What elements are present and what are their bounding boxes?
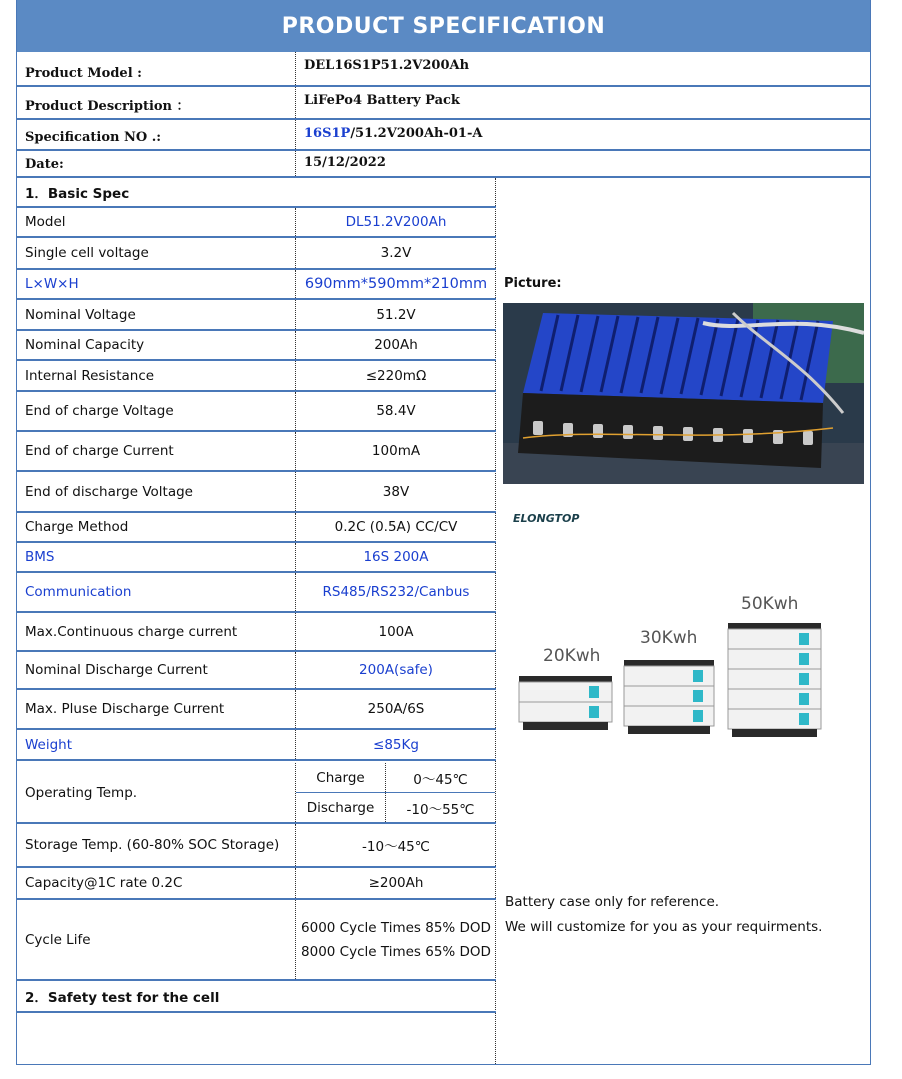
spec-label: Max.Continuous charge current [17,613,296,650]
spec-no-prefix: 16S1P [304,126,351,141]
spec-value: 200A(safe) [359,662,433,678]
spec-value: 100A [378,623,414,640]
spec-row [17,361,496,392]
section-header-safety [17,981,496,1013]
model-20kwh-label: 20Kwh [543,646,601,666]
spec-row-operating [17,763,496,824]
spec-label: Model [17,208,296,236]
spec-row [17,331,496,361]
spec-label: Cycle Life [17,900,296,979]
header-value: DEL16S1P51.2V200Ah [304,58,470,73]
spec-row [17,652,496,690]
spec-label: Communication [17,573,296,611]
spec-label: Single cell voltage [17,238,296,268]
header-value: LiFePo4 Battery Pack [304,93,460,108]
spec-label: End of charge Current [17,432,296,470]
spec-label: Max. Pluse Discharge Current [17,690,296,728]
spec-row-capacity [17,868,496,900]
header-value: 15/12/2022 [304,155,386,170]
spec-value: 200Ah [374,337,418,353]
spec-row [17,300,496,331]
spec-label: Nominal Discharge Current [17,652,296,688]
spec-label: L×W×H [17,270,296,298]
spec-value: 690mm*590mm*210mm [304,276,488,292]
header-label: Specification NO .: [17,120,296,149]
spec-row [17,613,496,652]
battery-stacks-icon [503,508,864,838]
operating-charge-row [296,763,495,793]
spec-label: End of discharge Voltage [17,472,296,511]
charge-label: Charge [296,763,386,792]
spec-label: Internal Resistance [17,361,296,390]
header-row-spec-no [17,120,870,151]
header-row-description [17,87,870,120]
section-title: 1．Basic Spec [25,186,130,202]
operating-discharge-row [296,793,495,822]
spec-label: Storage Temp. (60-80% SOC Storage) [17,824,296,866]
spec-value: DL51.2V200Ah [345,214,447,230]
spec-row [17,543,496,573]
note-reference: Battery case only for reference. [505,894,720,910]
spec-label: Nominal Capacity [17,331,296,359]
spec-no-rest: /51.2V200Ah-01-A [350,126,483,141]
spec-row [17,208,496,238]
note-customize: We will customize for you as your requirments. [505,919,823,935]
header-label: Date: [17,151,296,176]
header-label: Product Model : [17,52,296,85]
header-row-date [17,151,870,178]
spec-row [17,690,496,730]
header-label: Product Description ： [17,87,296,118]
spec-row [17,472,496,513]
spec-label: Operating Temp. [17,763,296,822]
section-title: 2．Safety test for the cell [25,990,220,1006]
spec-value: 38V [382,483,410,500]
spec-label: Capacity@1C rate 0.2C [17,868,296,898]
spec-row [17,730,496,761]
spec-label: End of charge Voltage [17,392,296,430]
spec-value: RS485/RS232/Canbus [322,584,470,600]
spec-value: ≥200Ah [368,875,424,891]
spec-value [296,900,496,979]
spec-row [17,573,496,613]
section-header-basic [17,178,496,208]
spec-label: Nominal Voltage [17,300,296,329]
page-title: PRODUCT SPECIFICATION [17,0,870,52]
battery-cells-photo [503,303,864,484]
spec-label: BMS [17,543,296,571]
spec-value: 250A/6S [367,701,425,717]
spec-value: 100mA [371,443,421,459]
header-row-model [17,52,870,87]
brand-logo: ELONGTOP [513,512,580,525]
spec-value: 0.2C (0.5A) CC/CV [334,519,458,535]
spec-row-storage [17,824,496,868]
operating-subtable [296,763,495,822]
spec-value: 3.2V [380,245,412,261]
product-render [503,508,864,838]
spec-value: 51.2V [376,306,416,323]
spec-row-cycle-life [17,900,496,981]
header-value [296,120,870,149]
discharge-value: -10～55℃ [406,801,475,818]
spec-row [17,513,496,543]
spec-row [17,432,496,472]
spec-row [17,238,496,270]
spec-value: ≤220mΩ [365,367,427,384]
spec-sheet [16,0,871,1065]
spec-label: Weight [17,730,296,759]
spec-value: ≤85Kg [373,736,419,753]
spec-value: 16S 200A [363,549,429,565]
spec-label: Charge Method [17,513,296,541]
picture-label: Picture: [504,276,562,291]
discharge-label: Discharge [296,793,386,822]
spec-row [17,392,496,432]
charge-value: 0～45℃ [413,771,468,788]
spec-value: -10～45℃ [362,839,430,855]
cycle-value-2: 8000 Cycle Times 65% DOD [301,943,491,960]
spec-value: 58.4V [376,403,416,419]
spec-row [17,270,496,300]
model-50kwh-label: 50Kwh [741,594,799,614]
model-30kwh-label: 30Kwh [640,628,698,648]
cycle-value-1: 6000 Cycle Times 85% DOD [301,919,491,936]
